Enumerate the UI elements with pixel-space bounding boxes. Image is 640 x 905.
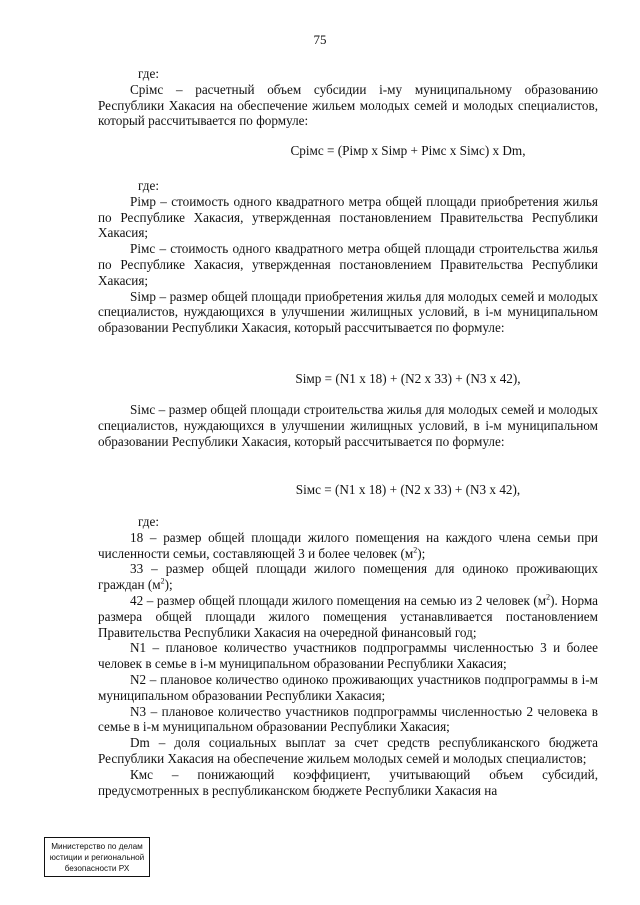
stamp-line-1: Министерство по делам	[51, 842, 143, 851]
paragraph-crimc: Срімс – расчетный объем субсидии і-му муниципальному образованию Республики Хакасия на обеспечение жильем молодых семей и молодых специалистов, который рассчитывается по формуле:	[98, 81, 598, 129]
formula-simc: Sімс = (N1 х 18) + (N2 х 33) + (N3 х 42),	[295, 482, 521, 497]
paragraph-18: 18 – размер общей площади жилого помещения на каждого члена семьи при численности семьи, составляющей 3 и более человек $(м^2)$;	[98, 529, 598, 561]
superscript-2: 2	[546, 592, 551, 602]
paragraph-simr: Sімр – размер общей площади приобретения жилья для молодых семей и молодых специалистов, нуждающихся в улучшении жилищных условий, в і-м муниципальном образовании Республики Хакасия, который рассчитывается по формуле:	[98, 288, 598, 336]
ministry-stamp	[44, 837, 150, 877]
formula-simr: Sімр = (N1 х 18) + (N2 х 33) + (N3 х 42),	[295, 371, 521, 386]
paragraph-simc: Sімс – размер общей площади строительства жилья для молодых семей и молодых специалистов, нуждающихся в улучшении жилищных условий, в і-м муниципальном образовании Республики Хакасия, который рассчитывается по формуле:	[98, 402, 598, 449]
paragraph-rimr: Рімр – стоимость одного квадратного метра общей площади приобретения жилья по Республике Хакасия, утвержденная постановлением Правительства Республики Хакасия;	[98, 193, 598, 241]
paragraph-n1: N1 – плановое количество участников подпрограммы численностью 3 и более человек в семье в і-м муниципальном образовании Республики Хакасия;	[98, 640, 598, 672]
text-block-2	[98, 178, 598, 336]
paragraph-rimc: Рімс – стоимость одного квадратного метра общей площади строительства жилья по Республике Хакасия, утвержденная постановлением Правительства Республики Хакасия;	[98, 241, 598, 288]
where-label: где:	[138, 514, 159, 529]
paragraph-kmc: Кмс – понижающий коэффициент, учитывающий объем субсидий, предусмотренных в республиканском бюджете Республики Хакасия на	[98, 766, 598, 798]
page-number: 75	[313, 32, 327, 47]
text-block-1	[98, 66, 598, 129]
where-label: где:	[138, 66, 159, 81]
paragraph-n3: N3 – плановое количество участников подпрограммы численностью 2 человека в семье в і-м муниципальном образовании Республики Хакасия;	[98, 703, 598, 735]
superscript-2: 2	[160, 576, 165, 586]
stamp-line-3: безопасности РХ	[64, 864, 130, 873]
where-label: где:	[138, 178, 159, 193]
text-block-simc	[98, 402, 598, 449]
paragraph-dm: Dm – доля социальных выплат за счет средств республиканского бюджета Республики Хакасия на обеспечение жильем молодых семей и молодых специалистов;	[98, 735, 598, 766]
text-block-3	[98, 514, 598, 798]
paragraph-n2: N2 – плановое количество одиноко проживающих участников подпрограммы в і-м муниципальном образовании Республики Хакасия;	[98, 671, 598, 703]
paragraph-42: 42 – размер общей площади жилого помещения на семью из 2 человек $(м^2)$. Норма размера общей площади жилого помещения устанавливается постановлением Правительства Республики Хакасия на очередной финансовый год;	[98, 592, 598, 640]
stamp-line-2: юстиции и региональной	[49, 853, 145, 862]
paragraph-33: 33 – размер общей площади жилого помещения для одиноко проживающих граждан $(м^2)$;	[98, 561, 598, 593]
superscript-2: 2	[413, 545, 418, 555]
formula-crimc: Срімс = (Рімр х Sімр + Рімс х Sімс) х Dm,	[290, 143, 526, 158]
